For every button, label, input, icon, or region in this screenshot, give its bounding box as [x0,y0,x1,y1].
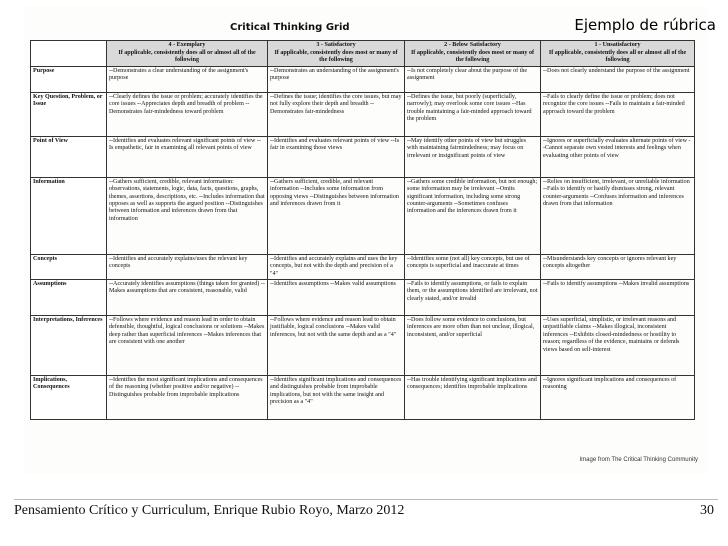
row-label: Assumptions [31,280,107,316]
table-cell: --Identifies and evaluates relevant significant points of view --Is empathetic, fair in examining all relevant points of view [107,136,268,177]
table-cell: --May identify other points of view but struggles with maintaining fairmindedness; may focus on irrelevant or insignificant points of view [405,136,541,177]
table-cell: --Follows where evidence and reason lead to obtain justifiable, logical conclusions --Makes valid inferences, but not with the same depth and as a "4" [268,316,405,376]
rubric-table [30,40,695,420]
table-row [31,316,695,376]
table-cell: --Demonstrates a clear understanding of the assignment's purpose [107,66,268,92]
header-cell [405,41,541,67]
table-cell: --Fails to clearly define the issue or problem; does not recognize the core issues --Fails to maintain a fair-minded approach toward the problem [541,92,695,136]
header-subtitle: If applicable, consistently does all or almost all of the following [548,49,687,64]
row-label: Implications, Consequences [31,376,107,420]
table-cell: --Ignores or superficially evaluates alternate points of view --Cannot separate own vested interests and feelings when evaluating other points of view [541,136,695,177]
table-row [31,376,695,420]
header-cell [541,41,695,67]
header-title: 2 - Below Satisfactory [444,42,501,48]
header-subtitle: If applicable, consistently does all or almost all of the following [118,49,256,64]
footer-text: Pensamiento Crítico y Curriculum, Enrique Rubio Royo, Marzo 2012 [14,503,405,518]
table-cell: --Identifies the most significant implications and consequences of the reasoning (whether positive and/or negative) --Distinguishes probable from improbable implications [107,376,268,420]
table-cell: --Has trouble identifying significant implications and consequences; identifies improbable implications [405,376,541,420]
table-cell: --Gathers sufficient, credible, relevant information: observations, statements, logic, data, facts, questions, graphs, themes, assertions, descriptions, etc. --Includes information that opposes as well as supports the argued position --Distinguishes between information and inferences drawn from that information [107,177,268,254]
table-cell: --Fails to identify assumptions --Makes invalid assumptions [541,280,695,316]
header-title: 1 - Unsatisfactory [594,42,641,48]
table-cell: --Defines the issue; identifies the core issues, but may not fully explore their depth and breadth --Demonstrates fair-mindedness [268,92,405,136]
row-label: Purpose [31,66,107,92]
table-cell: --Uses superficial, simplistic, or irrelevant reasons and unjustifiable claims --Makes illogical, inconsistent inferences --Exhibits closed-mindedness or hostility to reason; regardless of the evidence, maintains or defends views based on self-interest [541,316,695,376]
header-title: 4 - Exemplary [168,42,206,48]
table-cell: --Relies on insufficient, irrelevant, or unreliable information --Fails to identify or hastily dismisses strong, relevant counter-arguments --Confuses information and inferences drawn from that information [541,177,695,254]
table-cell: --Identifies assumptions --Makes valid assumptions [268,280,405,316]
row-label: Interpretations, Inferences [31,316,107,376]
table-cell: --Misunderstands key concepts or ignores relevant key concepts altogether [541,254,695,279]
header-subtitle: If applicable, consistently does most or many of the following [410,49,535,64]
table-cell: --Is not completely clear about the purpose of the assignment [405,66,541,92]
table-row [31,254,695,279]
table-cell: --Accurately identifies assumptions (things taken for granted) --Makes assumptions that are consistent, reasonable, valid [107,280,268,316]
table-cell: --Follows where evidence and reason lead in order to obtain defensible, thoughtful, logical conclusions or solutions --Makes deep rather than superficial inferences --Makes inferences that are consistent with one another [107,316,268,376]
grid-title: Critical Thinking Grid [230,22,350,33]
header-subtitle: If applicable, consistently does most or many of the following [274,49,398,64]
table-cell: --Fails to identify assumptions, or fails to explain them, or the assumptions identified are irrelevant, not clearly stated, and/or invalid [405,280,541,316]
table-cell: --Gathers sufficient, credible, and relevant information --Includes some information from opposing views --Distinguishes between information and inferences drawn from it [268,177,405,254]
table-row [31,280,695,316]
header-row [31,41,695,67]
table-row [31,136,695,177]
table-cell: --Ignores significant implications and consequences of reasoning [541,376,695,420]
table-cell: --Identifies and accurately explains/uses the relevant key concepts [107,254,268,279]
table-row [31,177,695,254]
table-cell: --Clearly defines the issue or problem; accurately identifies the core issues --Appreciates depth and breadth of problem --Demonstrates fair-mindedness toward problem [107,92,268,136]
table-cell: --Does follow some evidence to conclusions, but inferences are more often than not unclear, illogical, inconsistent, and/or superficial [405,316,541,376]
row-label: Key Question, Problem, or Issue [31,92,107,136]
table-row [31,66,695,92]
table-cell: --Does not clearly understand the purpose of the assignment [541,66,695,92]
header-cell [107,41,268,67]
table-cell: --Identifies and accurately explains and uses the key concepts, but not with the depth and precision of a "4" [268,254,405,279]
table-row [31,92,695,136]
table-cell: --Identifies significant implications and consequences and distinguishes probable from improbable implications, but not with the same insight and precision as a "4" [268,376,405,420]
table-cell: --Gathers some credible information, but not enough; some information may be irrelevant --Omits significant information, including some strong counter-arguments --Sometimes confuses information and the inferences drawn from it [405,177,541,254]
table-cell: --Identifies some (not all) key concepts, but use of concepts is superficial and inaccurate at times [405,254,541,279]
image-credit: Image from The Critical Thinking Community [579,457,698,463]
row-label: Point of View [31,136,107,177]
header-cell [268,41,405,67]
table-cell: --Demonstrates an understanding of the assignment's purpose [268,66,405,92]
row-label: Information [31,177,107,254]
header-title: 3 - Satisfactory [316,42,356,48]
slide-label: Ejemplo de rúbrica [574,16,716,34]
table-cell: --Identifies and evaluates relevant points of view --Is fair in examining those views [268,136,405,177]
corner-cell [31,41,107,67]
page-number: 30 [700,503,714,518]
table-cell: --Defines the issue, but poorly (superficially, narrowly); may overlook some core issues --Has trouble maintaining a fair-minded approach toward the problem [405,92,541,136]
row-label: Concepts [31,254,107,279]
